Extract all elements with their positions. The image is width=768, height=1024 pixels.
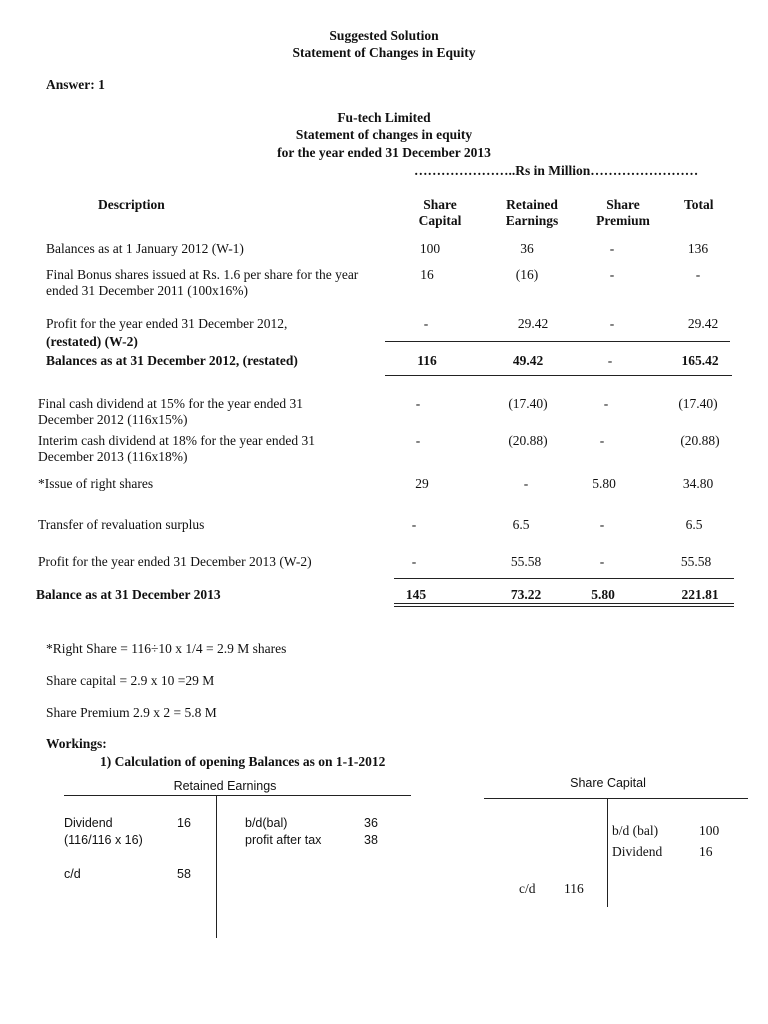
row-8-desc: Profit for the year ended 31 December 2013 (W-2)	[38, 554, 312, 569]
row-7-desc: Transfer of revaluation surplus	[38, 517, 205, 532]
re-account-top-line	[64, 795, 411, 796]
row-0-retained-earnings: 36	[520, 241, 534, 256]
statement-title: Statement of changes in equity	[295, 127, 473, 142]
sc-account-center-line	[607, 798, 608, 907]
units-label: …………………..Rs in Million……………………	[414, 163, 699, 178]
doc-header-line2: Statement of Changes in Equity	[292, 45, 476, 60]
row-3-total: 165.42	[681, 353, 719, 368]
row-5-desc: Interim cash dividend at 18% for the year ended 31 December 2013 (116x18%)	[38, 433, 316, 464]
re-left-dividend-calc: (116/116 x 16)	[64, 833, 143, 847]
sc-left-cd-value: 116	[564, 881, 584, 896]
re-right-profit-label: profit after tax	[245, 833, 322, 847]
re-account-center-line	[216, 795, 217, 938]
re-right-bd-label: b/d(bal)	[245, 816, 288, 830]
col-share-premium-l1: Share	[606, 197, 640, 212]
workings-title: Workings:	[46, 736, 107, 751]
row-0-share-capital: 100	[419, 241, 441, 256]
row-9-share-premium: 5.80	[591, 587, 615, 602]
col-share-capital-l1: Share	[423, 197, 457, 212]
doc-header-line1: Suggested Solution	[329, 28, 439, 43]
row-4-desc: Final cash dividend at 15% for the year ended 31 December 2012 (116x15%)	[38, 396, 304, 427]
re-right-bd-value: 36	[364, 816, 378, 830]
row-7-share-capital: -	[411, 517, 417, 532]
row-8-share-premium: -	[599, 554, 605, 569]
double-underline	[394, 606, 734, 607]
row-2-total: 29.42	[687, 316, 719, 331]
row-6-desc: *Issue of right shares	[38, 476, 154, 491]
row-2-share-premium: -	[609, 316, 615, 331]
note-share-premium: Share Premium 2.9 x 2 = 5.8 M	[46, 705, 217, 720]
row-4-total: (17.40)	[678, 396, 718, 411]
row-7-total: 6.5	[685, 517, 703, 532]
row-1-share-capital: 16	[420, 267, 434, 282]
row-4-retained-earnings: (17.40)	[508, 396, 548, 411]
company-name: Fu-tech Limited	[337, 110, 431, 125]
divider-line	[385, 375, 732, 376]
sc-right-dividend-value: 16	[699, 844, 713, 859]
row-1-total: -	[695, 267, 701, 282]
sc-right-dividend-label: Dividend	[612, 844, 663, 859]
col-retained-earnings-l2: Earnings	[505, 213, 559, 228]
row-6-total: 34.80	[682, 476, 714, 491]
row-8-share-capital: -	[411, 554, 417, 569]
re-left-cd-label: c/d	[64, 867, 81, 881]
row-0-desc: Balances as at 1 January 2012 (W-1)	[46, 241, 244, 256]
row-1-desc: Final Bonus shares issued at Rs. 1.6 per share for the year ended 31 December 2011 (100x16%)	[46, 267, 359, 298]
col-share-premium	[588, 197, 658, 229]
sc-account-top-line	[484, 798, 748, 799]
re-right-profit-value: 38	[364, 833, 378, 847]
re-left-dividend-label: Dividend	[64, 816, 113, 830]
row-2-retained-earnings: 29.42	[517, 316, 549, 331]
row-0-share-premium: -	[609, 241, 615, 256]
row-7-retained-earnings: 6.5	[512, 517, 530, 532]
note-share-capital: Share capital = 2.9 x 10 =29 M	[46, 673, 215, 688]
row-1-retained-earnings: (16)	[515, 267, 539, 282]
col-description: Description	[98, 197, 165, 212]
row-3-share-premium: -	[607, 353, 613, 368]
row-7-share-premium: -	[599, 517, 605, 532]
row-9-total: 221.81	[681, 587, 719, 602]
row-2-share-capital: -	[423, 316, 429, 331]
sc-left-cd-label: c/d	[519, 881, 536, 896]
statement-period: for the year ended 31 December 2013	[277, 145, 491, 160]
row-6-share-capital: 29	[415, 476, 429, 491]
col-share-capital	[405, 197, 475, 229]
re-account-title: Retained Earnings	[173, 779, 277, 793]
row-1-share-premium: -	[609, 267, 615, 282]
row-6-share-premium: 5.80	[592, 476, 616, 491]
row-9-desc: Balance as at 31 December 2013	[36, 587, 221, 602]
row-0-total: 136	[687, 241, 709, 256]
row-6-retained-earnings: -	[523, 476, 529, 491]
col-share-premium-l2: Premium	[596, 213, 650, 228]
row-4-share-capital: -	[415, 396, 421, 411]
col-retained-earnings	[497, 197, 567, 229]
re-left-cd-value: 58	[177, 867, 191, 881]
col-share-capital-l2: Capital	[418, 213, 462, 228]
divider-line	[394, 578, 734, 579]
note-right-share: *Right Share = 116÷10 x 1/4 = 2.9 M shares	[46, 641, 287, 656]
row-5-share-capital: -	[415, 433, 421, 448]
row-3-share-capital: 116	[417, 353, 437, 368]
row-9-share-capital: 145	[405, 587, 427, 602]
col-total: Total	[684, 197, 714, 212]
workings-item-1: 1) Calculation of opening Balances as on 1-1-2012	[100, 754, 386, 769]
row-8-retained-earnings: 55.58	[510, 554, 542, 569]
row-2-desc-line2: (restated) (W-2)	[46, 334, 138, 349]
row-4-share-premium: -	[603, 396, 609, 411]
divider-line	[385, 341, 730, 342]
row-5-total: (20.88)	[680, 433, 720, 448]
answer-label: Answer: 1	[46, 77, 105, 92]
row-3-desc: Balances as at 31 December 2012, (restated)	[46, 353, 298, 368]
row-2-desc: Profit for the year ended 31 December 2012,	[46, 316, 288, 331]
col-retained-earnings-l1: Retained	[506, 197, 558, 212]
row-3-retained-earnings: 49.42	[512, 353, 544, 368]
row-9-retained-earnings: 73.22	[510, 587, 542, 602]
re-left-dividend-value: 16	[177, 816, 191, 830]
sc-right-bd-label: b/d (bal)	[612, 823, 659, 838]
sc-right-bd-value: 100	[699, 823, 720, 838]
row-8-total: 55.58	[680, 554, 712, 569]
row-5-share-premium: -	[599, 433, 605, 448]
double-underline	[394, 603, 734, 604]
row-5-retained-earnings: (20.88)	[508, 433, 548, 448]
sc-account-title: Share Capital	[570, 776, 646, 790]
